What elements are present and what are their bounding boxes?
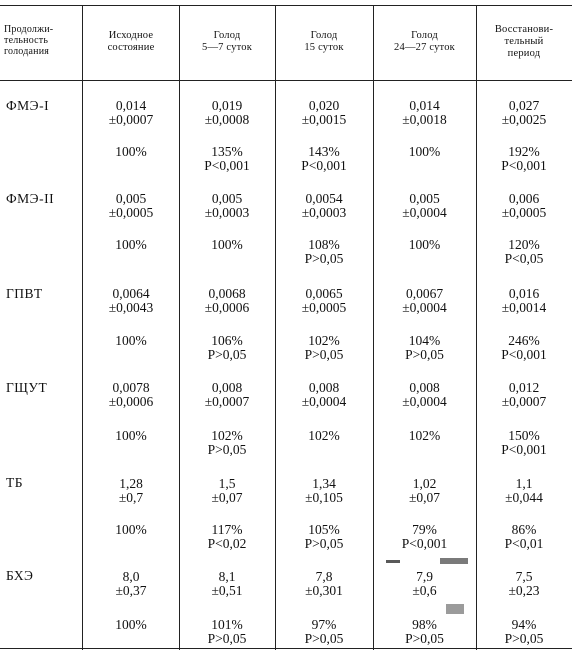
percent-cell: 102% [308, 428, 340, 443]
header-initial-state: Исходное состояние [107, 30, 155, 53]
table-bottom-rule [0, 648, 572, 649]
value-cell: 0,0064 ±0,0043 [108, 286, 154, 315]
percent-cell: 150% P<0,001 [501, 428, 547, 457]
value-cell: 0,008 ±0,0007 [204, 380, 250, 409]
percent-cell: 79% P<0,001 [401, 522, 448, 551]
value-cell: 0,0067 ±0,0004 [402, 286, 447, 315]
percent-cell: 192% P<0,001 [501, 144, 547, 173]
value-cell: 0,019 ±0,0008 [204, 98, 250, 127]
value-cell: 0,005 ±0,0004 [402, 191, 447, 220]
value-cell: 0,008 ±0,0004 [402, 380, 447, 409]
value-cell: 7,8 ±0,301 [305, 569, 343, 598]
value-cell: 1,5 ±0,07 [211, 476, 243, 505]
percent-cell: 100% [115, 237, 147, 252]
percent-cell: 100% [408, 237, 441, 252]
percent-cell: 135% P<0,001 [204, 144, 250, 173]
value-cell: 0,008 ±0,0004 [301, 380, 347, 409]
value-cell: 0,006 ±0,0005 [501, 191, 547, 220]
percent-cell: 100% [115, 522, 147, 537]
table-top-rule [0, 5, 572, 6]
value-cell: 8,0 ±0,37 [115, 569, 147, 598]
percent-cell: 108% P>0,05 [304, 237, 344, 266]
header-duration: Продолжи- тельность голодания [4, 24, 54, 57]
percent-cell: 102% [408, 428, 441, 443]
header-fasting-15: Голод 15 суток [304, 30, 344, 53]
value-cell: 0,005 ±0,0005 [108, 191, 154, 220]
percent-cell: 100% [115, 428, 147, 443]
value-cell: 1,1 ±0,044 [505, 476, 543, 505]
percent-cell: 120% P<0,05 [504, 237, 544, 266]
percent-cell: 97% P>0,05 [304, 617, 344, 646]
percent-cell: 86% P<0,01 [504, 522, 544, 551]
percent-cell: 143% P<0,001 [301, 144, 347, 173]
percent-cell: 100% [115, 617, 147, 632]
row-label: ТБ [6, 475, 23, 490]
value-cell: 0,014 ±0,0007 [108, 98, 154, 127]
row-label: ФМЭ-I [6, 98, 50, 113]
percent-cell: 106% P>0,05 [207, 333, 247, 362]
row-label: ФМЭ-II [6, 191, 55, 206]
percent-cell: 100% [408, 144, 441, 159]
percent-cell: 101% P>0,05 [207, 617, 247, 646]
value-cell: 7,9 ±0,6 [412, 569, 437, 598]
row-label: ГПВТ [6, 286, 43, 301]
value-cell: 7,5 ±0,23 [508, 569, 540, 598]
value-cell: 0,012 ±0,0007 [501, 380, 547, 409]
header-fasting-5-7: Голод 5—7 суток [202, 30, 252, 53]
value-cell: 0,014 ±0,0018 [402, 98, 447, 127]
value-cell: 0,0078 ±0,0006 [108, 380, 154, 409]
scan-artifact [446, 604, 464, 614]
value-cell: 1,34 ±0,105 [305, 476, 343, 505]
percent-cell: 104% P>0,05 [405, 333, 444, 362]
scan-artifact [386, 560, 400, 563]
percent-cell: 100% [115, 333, 147, 348]
value-cell: 8,1 ±0,51 [211, 569, 243, 598]
header-fasting-24-27: Голод 24—27 суток [394, 30, 455, 53]
percent-cell: 98% P>0,05 [405, 617, 444, 646]
percent-cell: 102% P>0,05 [304, 333, 344, 362]
value-cell: 1,28 ±0,7 [118, 476, 144, 505]
percent-cell: 94% P>0,05 [504, 617, 544, 646]
percent-cell: 117% P<0,02 [207, 522, 247, 551]
value-cell: 0,0054 ±0,0003 [301, 191, 347, 220]
row-label: ГЩУТ [6, 380, 48, 395]
value-cell: 0,0065 ±0,0005 [301, 286, 347, 315]
value-cell: 0,027 ±0,0025 [501, 98, 547, 127]
header-recovery: Восстанови- тельный период [494, 24, 554, 59]
percent-cell: 105% P>0,05 [304, 522, 344, 551]
value-cell: 1,02 ±0,07 [408, 476, 441, 505]
percent-cell: 246% P<0,001 [501, 333, 547, 362]
scan-artifact [440, 558, 468, 564]
header-bottom-rule [0, 80, 572, 81]
value-cell: 0,016 ±0,0014 [501, 286, 547, 315]
value-cell: 0,020 ±0,0015 [301, 98, 347, 127]
value-cell: 0,0068 ±0,0006 [204, 286, 250, 315]
value-cell: 0,005 ±0,0003 [204, 191, 250, 220]
percent-cell: 102% P>0,05 [207, 428, 247, 457]
percent-cell: 100% [115, 144, 147, 159]
row-label: БХЭ [6, 568, 34, 583]
percent-cell: 100% [211, 237, 243, 252]
